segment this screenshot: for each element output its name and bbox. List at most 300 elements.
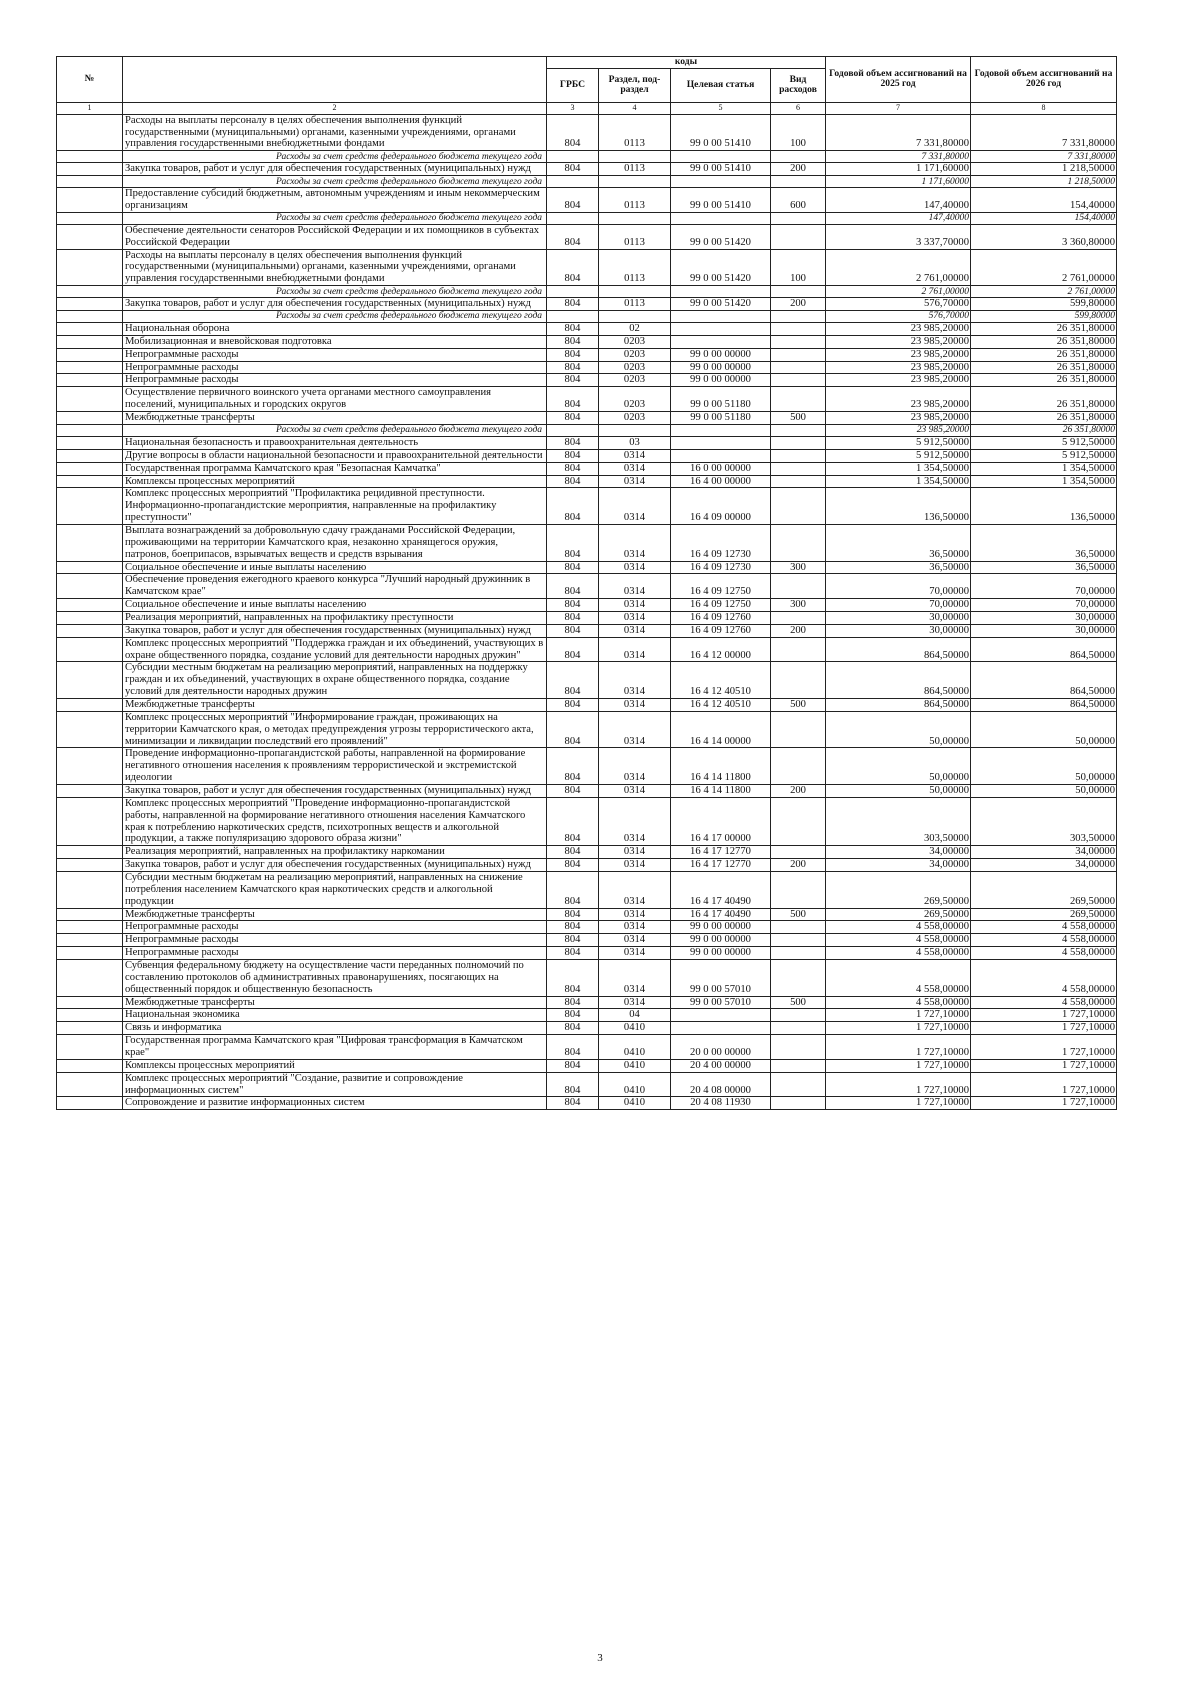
cell-volume-2025: 1 171,60000 <box>826 176 971 188</box>
cell-target: 16 4 17 12770 <box>671 859 771 872</box>
cell-section: 0314 <box>599 947 671 960</box>
cell-grbs: 804 <box>547 797 599 845</box>
cell-section: 0314 <box>599 797 671 845</box>
cell-volume-2026: 4 558,00000 <box>971 947 1117 960</box>
cell-number <box>57 934 123 947</box>
cell-expense-type <box>771 662 826 699</box>
cell-grbs <box>547 424 599 436</box>
cell-number <box>57 784 123 797</box>
cell-section: 0203 <box>599 374 671 387</box>
cell-expense-type <box>771 1059 826 1072</box>
cell-target <box>671 436 771 449</box>
cell-target: 99 0 00 51410 <box>671 163 771 176</box>
cell-number <box>57 662 123 699</box>
cell-target <box>671 1009 771 1022</box>
cell-section: 0314 <box>599 934 671 947</box>
cell-grbs <box>547 286 599 298</box>
cell-volume-2025: 5 912,50000 <box>826 436 971 449</box>
table-row <box>57 921 1117 934</box>
column-index: 8 <box>971 102 1117 114</box>
cell-target: 16 4 09 12730 <box>671 524 771 561</box>
cell-grbs: 804 <box>547 475 599 488</box>
cell-volume-2025: 1 171,60000 <box>826 163 971 176</box>
cell-volume-2026: 1 218,50000 <box>971 176 1117 188</box>
cell-expense-type <box>771 311 826 323</box>
cell-expense-type <box>771 524 826 561</box>
cell-section: 0113 <box>599 224 671 249</box>
cell-name: Государственная программа Камчатского края "Цифровая трансформация в Камчатском крае" <box>123 1035 547 1060</box>
cell-name: Проведение информационно-пропагандистской работы, направленной на формирование негативного отношения населения к проявлениям террористической и экстремистской идеологии <box>123 748 547 785</box>
header-name <box>123 57 547 103</box>
cell-number <box>57 574 123 599</box>
cell-name: Непрограммные расходы <box>123 934 547 947</box>
table-row <box>57 374 1117 387</box>
cell-target <box>671 151 771 163</box>
cell-expense-type <box>771 1022 826 1035</box>
cell-target <box>671 176 771 188</box>
cell-section: 0314 <box>599 624 671 637</box>
cell-section: 0314 <box>599 462 671 475</box>
table-row <box>57 163 1117 176</box>
cell-volume-2025: 70,00000 <box>826 574 971 599</box>
cell-target: 16 4 09 12750 <box>671 599 771 612</box>
cell-number <box>57 797 123 845</box>
cell-section: 0113 <box>599 114 671 151</box>
cell-name: Национальная безопасность и правоохранительная деятельность <box>123 436 547 449</box>
cell-volume-2025: 1 727,10000 <box>826 1022 971 1035</box>
cell-volume-2026: 269,50000 <box>971 908 1117 921</box>
cell-name: Предоставление субсидий бюджетным, автономным учреждениям и иным некоммерческим организациям <box>123 188 547 213</box>
cell-target: 16 4 17 12770 <box>671 846 771 859</box>
cell-expense-type <box>771 1072 826 1097</box>
table-row <box>57 188 1117 213</box>
cell-number <box>57 188 123 213</box>
cell-name: Расходы на выплаты персоналу в целях обеспечения выполнения функций государственными (муниципальными) органами, казенными учреждениями, органами управления государственными внебюджетными фондами <box>123 114 547 151</box>
cell-section: 0314 <box>599 711 671 748</box>
cell-number <box>57 387 123 412</box>
cell-volume-2026: 4 558,00000 <box>971 960 1117 997</box>
cell-target: 99 0 00 51420 <box>671 224 771 249</box>
cell-volume-2026: 154,40000 <box>971 212 1117 224</box>
cell-grbs: 804 <box>547 224 599 249</box>
cell-section: 0314 <box>599 908 671 921</box>
cell-volume-2025: 23 985,20000 <box>826 412 971 425</box>
cell-volume-2026: 1 727,10000 <box>971 1009 1117 1022</box>
cell-grbs <box>547 176 599 188</box>
cell-target <box>671 212 771 224</box>
cell-name: Расходы за счет средств федерального бюджета текущего года <box>123 286 547 298</box>
table-row <box>57 859 1117 872</box>
cell-volume-2025: 23 985,20000 <box>826 335 971 348</box>
cell-name: Обеспечение проведения ежегодного краевого конкурса "Лучший народный дружинник в Камчатском крае" <box>123 574 547 599</box>
cell-target: 99 0 00 51180 <box>671 412 771 425</box>
cell-grbs: 804 <box>547 662 599 699</box>
cell-section: 0314 <box>599 698 671 711</box>
cell-section: 0314 <box>599 449 671 462</box>
cell-volume-2025: 4 558,00000 <box>826 947 971 960</box>
cell-name: Комплекс процессных мероприятий "Создание, развитие и сопровождение информационных систем" <box>123 1072 547 1097</box>
cell-volume-2026: 50,00000 <box>971 711 1117 748</box>
cell-expense-type <box>771 797 826 845</box>
cell-expense-type: 200 <box>771 784 826 797</box>
cell-volume-2026: 1 727,10000 <box>971 1059 1117 1072</box>
cell-volume-2025: 70,00000 <box>826 599 971 612</box>
cell-grbs: 804 <box>547 488 599 525</box>
cell-target: 16 4 09 00000 <box>671 488 771 525</box>
cell-number <box>57 1072 123 1097</box>
cell-name: Субсидии местным бюджетам на реализацию мероприятий, направленных на снижение потребления населением Камчатского края наркотических средств и алкогольной продукции <box>123 872 547 909</box>
cell-grbs: 804 <box>547 188 599 213</box>
cell-volume-2026: 4 558,00000 <box>971 921 1117 934</box>
cell-expense-type <box>771 348 826 361</box>
table-row <box>57 872 1117 909</box>
cell-volume-2025: 576,70000 <box>826 311 971 323</box>
cell-number <box>57 488 123 525</box>
cell-expense-type <box>771 1035 826 1060</box>
cell-grbs: 804 <box>547 624 599 637</box>
table-subrow-federal <box>57 424 1117 436</box>
cell-volume-2025: 36,50000 <box>826 524 971 561</box>
cell-volume-2026: 70,00000 <box>971 574 1117 599</box>
cell-volume-2026: 36,50000 <box>971 524 1117 561</box>
table-row <box>57 462 1117 475</box>
table-subrow-federal <box>57 286 1117 298</box>
cell-name: Непрограммные расходы <box>123 348 547 361</box>
cell-volume-2026: 303,50000 <box>971 797 1117 845</box>
cell-volume-2025: 30,00000 <box>826 624 971 637</box>
cell-volume-2026: 26 351,80000 <box>971 412 1117 425</box>
cell-number <box>57 475 123 488</box>
cell-target: 99 0 00 51410 <box>671 114 771 151</box>
table-row <box>57 947 1117 960</box>
cell-name: Межбюджетные трансферты <box>123 908 547 921</box>
cell-expense-type: 500 <box>771 412 826 425</box>
cell-volume-2026: 1 354,50000 <box>971 462 1117 475</box>
cell-expense-type <box>771 323 826 336</box>
cell-volume-2025: 7 331,80000 <box>826 151 971 163</box>
header-section: Раздел, под-раздел <box>599 68 671 102</box>
table-row <box>57 698 1117 711</box>
cell-grbs: 804 <box>547 374 599 387</box>
table-row <box>57 797 1117 845</box>
cell-section: 0314 <box>599 561 671 574</box>
cell-volume-2026: 1 218,50000 <box>971 163 1117 176</box>
cell-number <box>57 921 123 934</box>
table-row <box>57 784 1117 797</box>
cell-grbs: 804 <box>547 698 599 711</box>
cell-expense-type <box>771 488 826 525</box>
cell-volume-2026: 599,80000 <box>971 311 1117 323</box>
cell-number <box>57 1059 123 1072</box>
cell-number <box>57 908 123 921</box>
cell-target: 99 0 00 51420 <box>671 298 771 311</box>
table-row <box>57 662 1117 699</box>
cell-volume-2025: 269,50000 <box>826 908 971 921</box>
cell-section: 0410 <box>599 1059 671 1072</box>
cell-volume-2026: 1 727,10000 <box>971 1035 1117 1060</box>
cell-volume-2026: 36,50000 <box>971 561 1117 574</box>
cell-volume-2025: 34,00000 <box>826 859 971 872</box>
cell-expense-type <box>771 151 826 163</box>
cell-volume-2026: 7 331,80000 <box>971 151 1117 163</box>
cell-volume-2025: 1 727,10000 <box>826 1097 971 1110</box>
cell-section: 0314 <box>599 872 671 909</box>
cell-target: 16 0 00 00000 <box>671 462 771 475</box>
cell-section: 0314 <box>599 524 671 561</box>
cell-target: 16 4 14 11800 <box>671 748 771 785</box>
cell-target: 16 4 00 00000 <box>671 475 771 488</box>
cell-volume-2025: 36,50000 <box>826 561 971 574</box>
cell-volume-2025: 147,40000 <box>826 188 971 213</box>
cell-expense-type <box>771 611 826 624</box>
table-row <box>57 748 1117 785</box>
cell-name: Выплата вознаграждений за добровольную сдачу гражданами Российской Федерации, проживающими на территории Камчатского края, незаконно хранящегося оружия, патронов, боеприпасов, взрывчатых веществ и средств взрывания <box>123 524 547 561</box>
cell-grbs: 804 <box>547 449 599 462</box>
cell-name: Межбюджетные трансферты <box>123 996 547 1009</box>
cell-name: Комплекс процессных мероприятий "Поддержка граждан и их объединений, участвующих в охране общественного порядка, создание условий для деятельности народных дружин" <box>123 637 547 662</box>
cell-volume-2026: 26 351,80000 <box>971 361 1117 374</box>
cell-volume-2026: 864,50000 <box>971 637 1117 662</box>
cell-volume-2025: 30,00000 <box>826 611 971 624</box>
cell-expense-type <box>771 424 826 436</box>
cell-volume-2025: 4 558,00000 <box>826 921 971 934</box>
cell-section <box>599 212 671 224</box>
cell-volume-2025: 864,50000 <box>826 698 971 711</box>
table-row <box>57 908 1117 921</box>
cell-name: Мобилизационная и вневойсковая подготовка <box>123 335 547 348</box>
cell-volume-2025: 23 985,20000 <box>826 348 971 361</box>
table-row <box>57 599 1117 612</box>
cell-number <box>57 599 123 612</box>
cell-expense-type: 300 <box>771 561 826 574</box>
cell-expense-type <box>771 212 826 224</box>
cell-volume-2025: 147,40000 <box>826 212 971 224</box>
cell-expense-type <box>771 872 826 909</box>
table-row <box>57 298 1117 311</box>
cell-number <box>57 335 123 348</box>
cell-number <box>57 412 123 425</box>
cell-section: 0410 <box>599 1035 671 1060</box>
cell-volume-2025: 1 354,50000 <box>826 462 971 475</box>
cell-name: Закупка товаров, работ и услуг для обеспечения государственных (муниципальных) нужд <box>123 859 547 872</box>
cell-number <box>57 524 123 561</box>
cell-volume-2025: 136,50000 <box>826 488 971 525</box>
cell-section: 04 <box>599 1009 671 1022</box>
column-index: 5 <box>671 102 771 114</box>
cell-target: 99 0 00 51180 <box>671 387 771 412</box>
cell-name: Расходы на выплаты персоналу в целях обеспечения выполнения функций государственными (муниципальными) органами, казенными учреждениями, органами управления государственными внебюджетными фондами <box>123 249 547 286</box>
cell-volume-2026: 50,00000 <box>971 784 1117 797</box>
cell-target: 16 4 12 40510 <box>671 698 771 711</box>
cell-target: 16 4 09 12760 <box>671 624 771 637</box>
table-body <box>57 114 1117 1110</box>
cell-number <box>57 711 123 748</box>
cell-section <box>599 176 671 188</box>
table-row <box>57 561 1117 574</box>
cell-number <box>57 1009 123 1022</box>
cell-name: Закупка товаров, работ и услуг для обеспечения государственных (муниципальных) нужд <box>123 163 547 176</box>
cell-number <box>57 323 123 336</box>
cell-volume-2025: 34,00000 <box>826 846 971 859</box>
cell-target <box>671 424 771 436</box>
budget-table-sheet <box>56 56 1116 1110</box>
cell-volume-2026: 26 351,80000 <box>971 374 1117 387</box>
cell-grbs: 804 <box>547 784 599 797</box>
cell-expense-type <box>771 1009 826 1022</box>
cell-volume-2025: 3 337,70000 <box>826 224 971 249</box>
cell-expense-type <box>771 374 826 387</box>
cell-grbs: 804 <box>547 163 599 176</box>
cell-section: 0203 <box>599 348 671 361</box>
cell-target: 99 0 00 00000 <box>671 374 771 387</box>
cell-volume-2026: 136,50000 <box>971 488 1117 525</box>
cell-number <box>57 846 123 859</box>
table-row <box>57 960 1117 997</box>
cell-number <box>57 947 123 960</box>
cell-grbs: 804 <box>547 323 599 336</box>
cell-expense-type <box>771 1097 826 1110</box>
cell-volume-2026: 864,50000 <box>971 698 1117 711</box>
cell-section: 0314 <box>599 846 671 859</box>
cell-number <box>57 163 123 176</box>
table-row <box>57 348 1117 361</box>
cell-expense-type <box>771 436 826 449</box>
cell-section <box>599 286 671 298</box>
table-subrow-federal <box>57 311 1117 323</box>
cell-section: 0314 <box>599 784 671 797</box>
cell-section <box>599 424 671 436</box>
cell-expense-type <box>771 921 826 934</box>
cell-name: Расходы за счет средств федерального бюджета текущего года <box>123 311 547 323</box>
cell-number <box>57 462 123 475</box>
cell-section: 0203 <box>599 361 671 374</box>
cell-section: 0410 <box>599 1022 671 1035</box>
header-codes: коды <box>547 57 826 69</box>
cell-grbs: 804 <box>547 361 599 374</box>
cell-name: Комплекс процессных мероприятий "Профилактика рецидивной преступности. Информационно-пропагандистские мероприятия, направленные на профилактику преступности" <box>123 488 547 525</box>
table-row <box>57 996 1117 1009</box>
cell-grbs: 804 <box>547 934 599 947</box>
cell-target: 99 0 00 00000 <box>671 361 771 374</box>
table-row <box>57 449 1117 462</box>
cell-expense-type <box>771 960 826 997</box>
cell-target: 99 0 00 51410 <box>671 188 771 213</box>
cell-volume-2025: 1 354,50000 <box>826 475 971 488</box>
cell-name: Другие вопросы в области национальной безопасности и правоохранительной деятельности <box>123 449 547 462</box>
cell-expense-type: 100 <box>771 249 826 286</box>
cell-section: 0113 <box>599 249 671 286</box>
cell-number <box>57 1022 123 1035</box>
cell-section: 0314 <box>599 488 671 525</box>
table-row <box>57 624 1117 637</box>
cell-target: 99 0 00 00000 <box>671 348 771 361</box>
cell-name: Национальная экономика <box>123 1009 547 1022</box>
cell-volume-2026: 26 351,80000 <box>971 387 1117 412</box>
table-row <box>57 475 1117 488</box>
cell-name: Комплексы процессных мероприятий <box>123 475 547 488</box>
cell-volume-2025: 2 761,00000 <box>826 249 971 286</box>
cell-grbs: 804 <box>547 1022 599 1035</box>
cell-number <box>57 286 123 298</box>
cell-name: Осуществление первичного воинского учета органами местного самоуправления поселений, муниципальных и городских округов <box>123 387 547 412</box>
cell-expense-type <box>771 475 826 488</box>
cell-grbs: 804 <box>547 387 599 412</box>
header-index-row <box>57 102 1117 114</box>
cell-volume-2026: 5 912,50000 <box>971 436 1117 449</box>
cell-volume-2026: 4 558,00000 <box>971 996 1117 1009</box>
cell-target <box>671 286 771 298</box>
cell-name: Расходы за счет средств федерального бюджета текущего года <box>123 212 547 224</box>
cell-expense-type <box>771 449 826 462</box>
cell-expense-type: 100 <box>771 114 826 151</box>
cell-volume-2026: 50,00000 <box>971 748 1117 785</box>
cell-number <box>57 224 123 249</box>
cell-grbs: 804 <box>547 436 599 449</box>
cell-number <box>57 311 123 323</box>
cell-volume-2026: 4 558,00000 <box>971 934 1117 947</box>
cell-grbs: 804 <box>547 114 599 151</box>
cell-number <box>57 374 123 387</box>
cell-target: 20 4 00 00000 <box>671 1059 771 1072</box>
cell-expense-type: 500 <box>771 908 826 921</box>
table-row <box>57 249 1117 286</box>
cell-section: 0113 <box>599 163 671 176</box>
column-index: 6 <box>771 102 826 114</box>
cell-target <box>671 311 771 323</box>
cell-name: Комплекс процессных мероприятий "Информирование граждан, проживающих на территории Камчатского края, о методах предупреждения угрозы террористического акта, минимизации и ликвидации последствий его проявлений" <box>123 711 547 748</box>
cell-volume-2025: 23 985,20000 <box>826 374 971 387</box>
cell-grbs: 804 <box>547 859 599 872</box>
cell-volume-2026: 7 331,80000 <box>971 114 1117 151</box>
cell-number <box>57 151 123 163</box>
cell-number <box>57 449 123 462</box>
cell-name: Расходы за счет средств федерального бюджета текущего года <box>123 176 547 188</box>
cell-section: 0314 <box>599 574 671 599</box>
table-row <box>57 224 1117 249</box>
cell-expense-type <box>771 387 826 412</box>
cell-target: 16 4 12 40510 <box>671 662 771 699</box>
cell-grbs <box>547 311 599 323</box>
cell-number <box>57 176 123 188</box>
header-volume-2026: Годовой объем ассигнований на 2026 год <box>971 57 1117 103</box>
cell-volume-2025: 1 727,10000 <box>826 1009 971 1022</box>
table-row <box>57 387 1117 412</box>
cell-volume-2026: 30,00000 <box>971 624 1117 637</box>
cell-expense-type: 600 <box>771 188 826 213</box>
cell-number <box>57 361 123 374</box>
cell-name: Национальная оборона <box>123 323 547 336</box>
cell-name: Связь и информатика <box>123 1022 547 1035</box>
cell-expense-type <box>771 637 826 662</box>
cell-section: 02 <box>599 323 671 336</box>
cell-section: 0314 <box>599 748 671 785</box>
cell-grbs <box>547 212 599 224</box>
table-row <box>57 711 1117 748</box>
cell-section: 0410 <box>599 1072 671 1097</box>
header-number: № <box>57 57 123 103</box>
cell-name: Социальное обеспечение и иные выплаты населению <box>123 599 547 612</box>
cell-volume-2026: 154,40000 <box>971 188 1117 213</box>
cell-volume-2025: 23 985,20000 <box>826 387 971 412</box>
cell-target: 16 4 09 12750 <box>671 574 771 599</box>
cell-grbs: 804 <box>547 574 599 599</box>
cell-volume-2026: 34,00000 <box>971 846 1117 859</box>
table-row <box>57 488 1117 525</box>
cell-expense-type: 300 <box>771 599 826 612</box>
cell-number <box>57 996 123 1009</box>
cell-target: 99 0 00 51420 <box>671 249 771 286</box>
cell-name: Закупка товаров, работ и услуг для обеспечения государственных (муниципальных) нужд <box>123 298 547 311</box>
